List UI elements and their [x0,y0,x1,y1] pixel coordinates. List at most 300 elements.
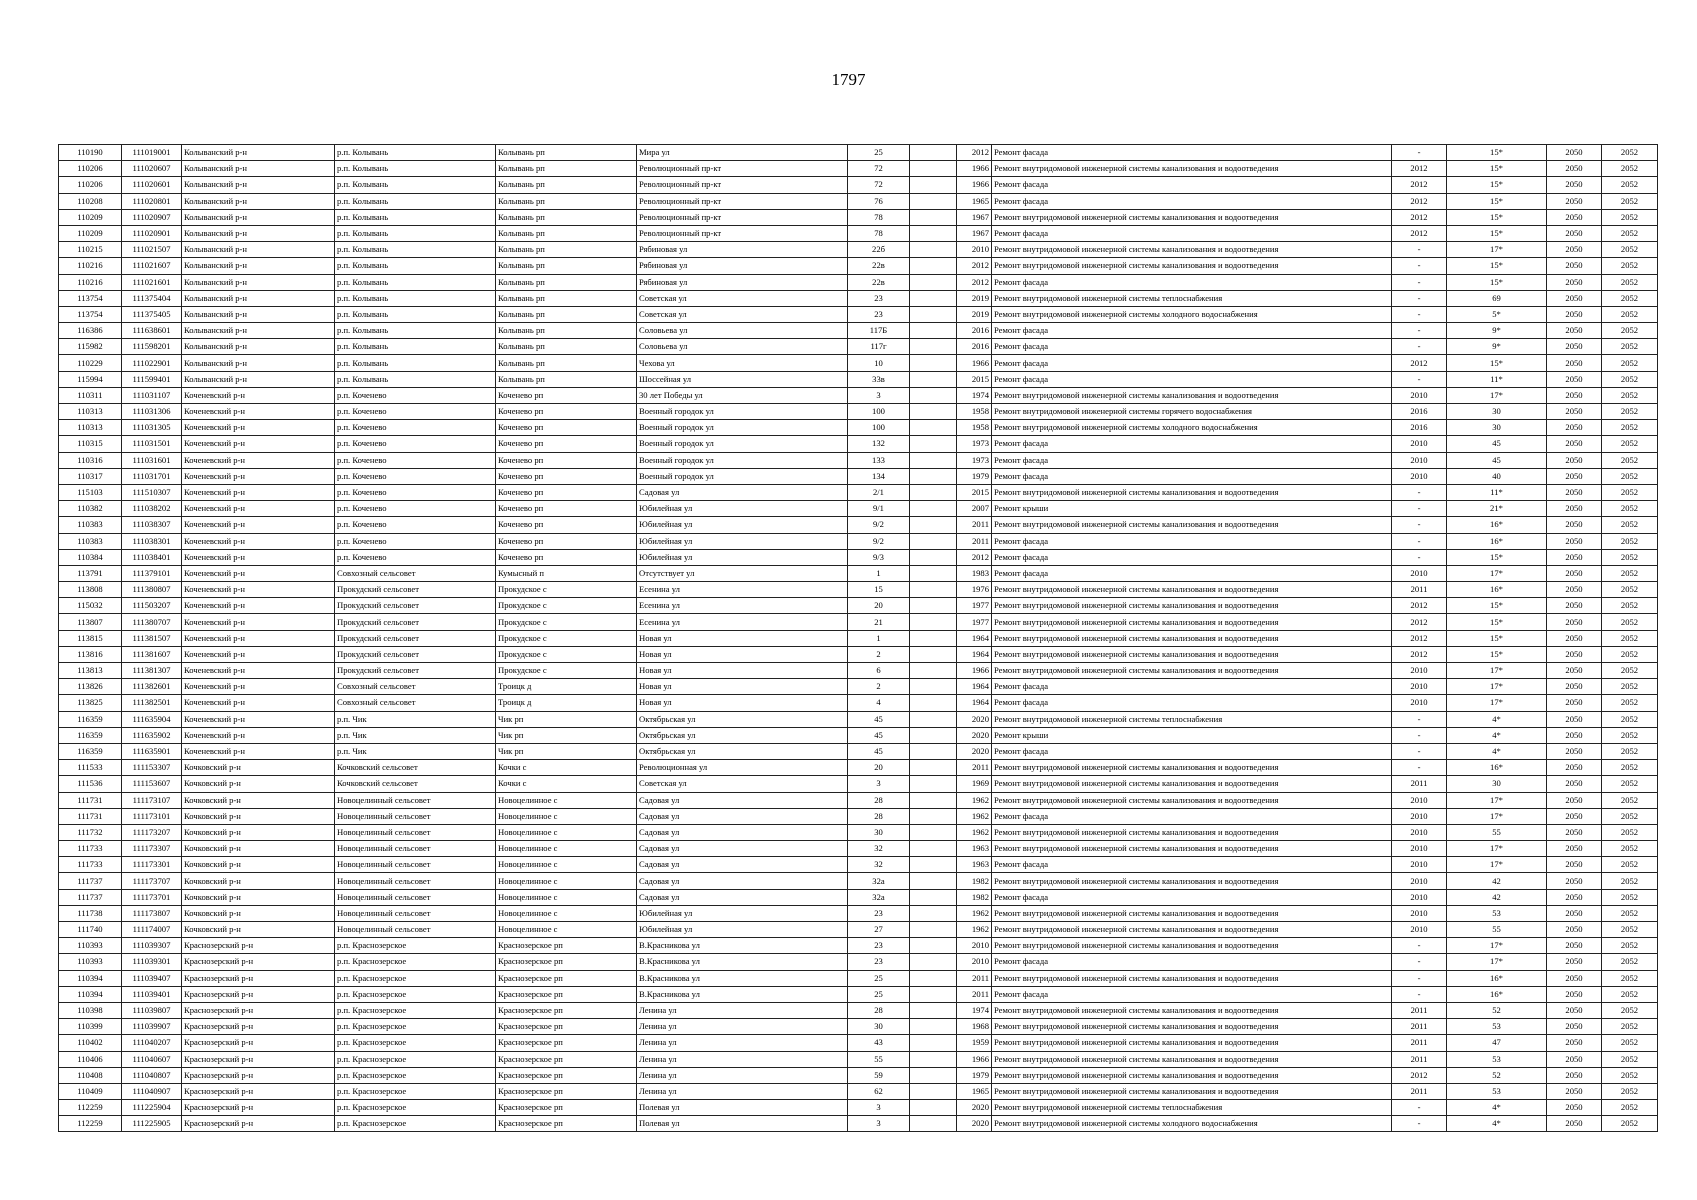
table-row [59,436,1658,452]
street-cell: Рябиновая ул [637,242,848,258]
code-cell: 111173707 [122,873,182,889]
house-id-cell: 110399 [59,1019,122,1035]
municipality-cell: р.п. Краснозерское [335,1019,496,1035]
table-row [59,484,1658,500]
last-repair-year-cell: - [1392,290,1447,306]
service-life-cell: 11* [1447,371,1547,387]
planned-start-cell: 2050 [1547,760,1602,776]
planned-start-cell: 2050 [1547,436,1602,452]
housing-cell [910,306,957,322]
planned-end-cell: 2052 [1602,274,1658,290]
service-life-cell: 15* [1447,549,1547,565]
municipality-cell: р.п. Колывань [335,209,496,225]
planned-start-cell: 2050 [1547,517,1602,533]
work-type-cell: Ремонт внутридомовой инженерной системы канализования и водоотведения [992,1019,1392,1035]
settlement-cell: Колывань рп [496,193,637,209]
code-cell: 111040607 [122,1051,182,1067]
street-cell: Новая ул [637,695,848,711]
settlement-cell: Краснозерское рп [496,1019,637,1035]
last-repair-year-cell: 2011 [1392,1051,1447,1067]
planned-start-cell: 2050 [1547,290,1602,306]
work-type-cell: Ремонт внутридомовой инженерной системы канализования и водоотведения [992,1083,1392,1099]
work-type-cell: Ремонт внутридомовой инженерной системы канализования и водоотведения [992,484,1392,500]
year-cell: 1968 [957,1019,992,1035]
work-type-cell: Ремонт фасада [992,808,1392,824]
district-cell: Коченевский р-н [182,420,335,436]
house-id-cell: 115994 [59,371,122,387]
planned-start-cell: 2050 [1547,905,1602,921]
settlement-cell: Коченево рп [496,533,637,549]
table-row [59,922,1658,938]
table-row [59,145,1658,161]
house-id-cell: 111733 [59,841,122,857]
house-id-cell: 110209 [59,209,122,225]
house-id-cell: 111737 [59,873,122,889]
work-type-cell: Ремонт фасада [992,145,1392,161]
municipality-cell: р.п. Коченево [335,420,496,436]
last-repair-year-cell: 2016 [1392,420,1447,436]
housing-cell [910,873,957,889]
service-life-cell: 15* [1447,225,1547,241]
service-life-cell: 16* [1447,970,1547,986]
house-number-cell: 132 [848,436,910,452]
planned-end-cell: 2052 [1602,1002,1658,1018]
planned-start-cell: 2050 [1547,1002,1602,1018]
settlement-cell: Троицк д [496,679,637,695]
work-type-cell: Ремонт внутридомовой инженерной системы канализования и водоотведения [992,841,1392,857]
district-cell: Кочковский р-н [182,776,335,792]
planned-start-cell: 2050 [1547,404,1602,420]
house-id-cell: 110408 [59,1067,122,1083]
work-type-cell: Ремонт внутридомовой инженерной системы канализования и водоотведения [992,776,1392,792]
housing-cell [910,824,957,840]
last-repair-year-cell: 2010 [1392,824,1447,840]
house-number-cell: 22б [848,242,910,258]
street-cell: Рябиновая ул [637,258,848,274]
code-cell: 111173807 [122,905,182,921]
district-cell: Краснозерский р-н [182,970,335,986]
house-id-cell: 113791 [59,565,122,581]
settlement-cell: Новоцелинное с [496,857,637,873]
street-cell: Октябрьская ул [637,743,848,759]
table-row [59,274,1658,290]
street-cell: Юбилейная ул [637,533,848,549]
service-life-cell: 17* [1447,792,1547,808]
table-row [59,290,1658,306]
house-number-cell: 6 [848,663,910,679]
housing-cell [910,355,957,371]
house-number-cell: 45 [848,711,910,727]
settlement-cell: Новоцелинное с [496,841,637,857]
code-cell: 111173701 [122,889,182,905]
house-id-cell: 110382 [59,501,122,517]
district-cell: Колыванский р-н [182,371,335,387]
house-number-cell: 28 [848,792,910,808]
municipality-cell: Кочковский сельсовет [335,776,496,792]
house-number-cell: 15 [848,582,910,598]
house-number-cell: 76 [848,193,910,209]
work-type-cell: Ремонт крыши [992,501,1392,517]
code-cell: 111021601 [122,274,182,290]
municipality-cell: р.п. Колывань [335,177,496,193]
settlement-cell: Краснозерское рп [496,970,637,986]
work-type-cell: Ремонт внутридомовой инженерной системы канализования и водоотведения [992,792,1392,808]
service-life-cell: 4* [1447,727,1547,743]
service-life-cell: 15* [1447,161,1547,177]
street-cell: Юбилейная ул [637,501,848,517]
service-life-cell: 30 [1447,404,1547,420]
house-id-cell: 111740 [59,922,122,938]
table-row [59,824,1658,840]
planned-start-cell: 2050 [1547,177,1602,193]
service-life-cell: 15* [1447,145,1547,161]
code-cell: 111635904 [122,711,182,727]
table-row [59,242,1658,258]
house-number-cell: 43 [848,1035,910,1051]
table-row [59,387,1658,403]
work-type-cell: Ремонт внутридомовой инженерной системы канализования и водоотведения [992,905,1392,921]
settlement-cell: Колывань рп [496,323,637,339]
year-cell: 1973 [957,452,992,468]
planned-end-cell: 2052 [1602,404,1658,420]
street-cell: Садовая ул [637,792,848,808]
district-cell: Коченевский р-н [182,484,335,500]
code-cell: 111040807 [122,1067,182,1083]
house-id-cell: 113825 [59,695,122,711]
municipality-cell: р.п. Коченево [335,468,496,484]
house-id-cell: 110311 [59,387,122,403]
last-repair-year-cell: 2011 [1392,1035,1447,1051]
settlement-cell: Коченево рп [496,452,637,468]
year-cell: 1966 [957,355,992,371]
housing-cell [910,922,957,938]
planned-start-cell: 2050 [1547,841,1602,857]
table-row [59,1035,1658,1051]
work-type-cell: Ремонт внутридомовой инженерной системы канализования и водоотведения [992,646,1392,662]
settlement-cell: Коченево рп [496,501,637,517]
settlement-cell: Прокудское с [496,630,637,646]
table-row [59,193,1658,209]
planned-start-cell: 2050 [1547,727,1602,743]
house-id-cell: 113754 [59,290,122,306]
house-id-cell: 113826 [59,679,122,695]
planned-end-cell: 2052 [1602,225,1658,241]
settlement-cell: Новоцелинное с [496,808,637,824]
street-cell: Садовая ул [637,808,848,824]
street-cell: Ленина ул [637,1083,848,1099]
house-number-cell: 100 [848,404,910,420]
housing-cell [910,161,957,177]
planned-start-cell: 2050 [1547,258,1602,274]
last-repair-year-cell: 2012 [1392,598,1447,614]
house-number-cell: 32 [848,857,910,873]
settlement-cell: Новоцелинное с [496,889,637,905]
year-cell: 2012 [957,274,992,290]
service-life-cell: 55 [1447,824,1547,840]
work-type-cell: Ремонт фасада [992,193,1392,209]
last-repair-year-cell: 2011 [1392,1083,1447,1099]
last-repair-year-cell: 2012 [1392,161,1447,177]
service-life-cell: 30 [1447,776,1547,792]
municipality-cell: Новоцелинный сельсовет [335,824,496,840]
housing-cell [910,242,957,258]
settlement-cell: Чик рп [496,727,637,743]
housing-cell [910,646,957,662]
table-row [59,452,1658,468]
last-repair-year-cell: 2012 [1392,177,1447,193]
planned-end-cell: 2052 [1602,242,1658,258]
settlement-cell: Краснозерское рп [496,1002,637,1018]
last-repair-year-cell: - [1392,484,1447,500]
house-number-cell: 62 [848,1083,910,1099]
street-cell: 30 лет Победы ул [637,387,848,403]
year-cell: 2011 [957,517,992,533]
street-cell: Ленина ул [637,1035,848,1051]
district-cell: Колыванский р-н [182,145,335,161]
settlement-cell: Коченево рп [496,484,637,500]
work-type-cell: Ремонт внутридомовой инженерной системы канализования и водоотведения [992,760,1392,776]
house-id-cell: 110316 [59,452,122,468]
planned-end-cell: 2052 [1602,1116,1658,1132]
municipality-cell: р.п. Колывань [335,274,496,290]
planned-start-cell: 2050 [1547,614,1602,630]
housing-cell [910,938,957,954]
last-repair-year-cell: - [1392,371,1447,387]
house-id-cell: 112259 [59,1100,122,1116]
house-id-cell: 110206 [59,177,122,193]
planned-end-cell: 2052 [1602,938,1658,954]
planned-start-cell: 2050 [1547,274,1602,290]
table-row [59,1002,1658,1018]
house-number-cell: 2/1 [848,484,910,500]
street-cell: Военный городок ул [637,452,848,468]
last-repair-year-cell: 2010 [1392,841,1447,857]
year-cell: 1962 [957,905,992,921]
housing-cell [910,258,957,274]
house-number-cell: 25 [848,970,910,986]
code-cell: 111038301 [122,533,182,549]
municipality-cell: р.п. Коченево [335,484,496,500]
settlement-cell: Новоцелинное с [496,792,637,808]
last-repair-year-cell: 2010 [1392,679,1447,695]
street-cell: Советская ул [637,776,848,792]
code-cell: 111635901 [122,743,182,759]
house-number-cell: 117г [848,339,910,355]
year-cell: 2019 [957,290,992,306]
settlement-cell: Новоцелинное с [496,873,637,889]
street-cell: Соловьева ул [637,323,848,339]
house-number-cell: 1 [848,565,910,581]
district-cell: Коченевский р-н [182,614,335,630]
year-cell: 1963 [957,857,992,873]
code-cell: 111039907 [122,1019,182,1035]
last-repair-year-cell: 2011 [1392,1019,1447,1035]
district-cell: Коченевский р-н [182,727,335,743]
street-cell: Военный городок ул [637,420,848,436]
service-life-cell: 17* [1447,938,1547,954]
planned-start-cell: 2050 [1547,970,1602,986]
settlement-cell: Колывань рп [496,371,637,387]
code-cell: 111031501 [122,436,182,452]
code-cell: 111038401 [122,549,182,565]
street-cell: Революционная ул [637,760,848,776]
last-repair-year-cell: - [1392,727,1447,743]
last-repair-year-cell: 2012 [1392,209,1447,225]
house-id-cell: 113813 [59,663,122,679]
year-cell: 1966 [957,663,992,679]
municipality-cell: Совхозный сельсовет [335,679,496,695]
municipality-cell: Кочковский сельсовет [335,760,496,776]
year-cell: 2020 [957,1116,992,1132]
house-number-cell: 9/1 [848,501,910,517]
district-cell: Кочковский р-н [182,857,335,873]
municipality-cell: р.п. Колывань [335,371,496,387]
code-cell: 111638601 [122,323,182,339]
year-cell: 1962 [957,922,992,938]
year-cell: 1974 [957,1002,992,1018]
settlement-cell: Краснозерское рп [496,1067,637,1083]
house-number-cell: 72 [848,177,910,193]
street-cell: Отсутствует ул [637,565,848,581]
last-repair-year-cell: 2012 [1392,355,1447,371]
street-cell: В.Красникова ул [637,954,848,970]
year-cell: 2016 [957,339,992,355]
table-row [59,209,1658,225]
house-number-cell: 22в [848,274,910,290]
table-row [59,582,1658,598]
settlement-cell: Прокудское с [496,614,637,630]
street-cell: Шоссейная ул [637,371,848,387]
service-life-cell: 53 [1447,1051,1547,1067]
year-cell: 2012 [957,145,992,161]
district-cell: Кочковский р-н [182,841,335,857]
house-number-cell: 78 [848,225,910,241]
municipality-cell: Новоцелинный сельсовет [335,857,496,873]
service-life-cell: 16* [1447,533,1547,549]
municipality-cell: Новоцелинный сельсовет [335,922,496,938]
house-id-cell: 110402 [59,1035,122,1051]
district-cell: Колыванский р-н [182,209,335,225]
house-id-cell: 110398 [59,1002,122,1018]
work-type-cell: Ремонт внутридомовой инженерной системы канализования и водоотведения [992,938,1392,954]
municipality-cell: р.п. Коченево [335,452,496,468]
settlement-cell: Краснозерское рп [496,1051,637,1067]
settlement-cell: Коченево рп [496,517,637,533]
house-number-cell: 3 [848,1116,910,1132]
house-id-cell: 111738 [59,905,122,921]
year-cell: 2010 [957,954,992,970]
planned-end-cell: 2052 [1602,922,1658,938]
settlement-cell: Кочки с [496,776,637,792]
municipality-cell: р.п. Колывань [335,193,496,209]
year-cell: 1965 [957,193,992,209]
municipality-cell: р.п. Краснозерское [335,1051,496,1067]
last-repair-year-cell: - [1392,1116,1447,1132]
street-cell: Соловьева ул [637,339,848,355]
housing-cell [910,209,957,225]
work-type-cell: Ремонт внутридомовой инженерной системы канализования и водоотведения [992,630,1392,646]
table-row [59,986,1658,1002]
housing-cell [910,695,957,711]
house-id-cell: 110209 [59,225,122,241]
house-number-cell: 59 [848,1067,910,1083]
house-id-cell: 110317 [59,468,122,484]
planned-end-cell: 2052 [1602,873,1658,889]
table-row [59,970,1658,986]
house-id-cell: 111732 [59,824,122,840]
housing-cell [910,387,957,403]
planned-end-cell: 2052 [1602,290,1658,306]
table-row [59,760,1658,776]
district-cell: Коченевский р-н [182,565,335,581]
housing-cell [910,1083,957,1099]
house-id-cell: 110383 [59,533,122,549]
housing-cell [910,468,957,484]
street-cell: Ленина ул [637,1067,848,1083]
work-type-cell: Ремонт внутридомовой инженерной системы канализования и водоотведения [992,258,1392,274]
street-cell: Мира ул [637,145,848,161]
settlement-cell: Коченево рп [496,549,637,565]
last-repair-year-cell: - [1392,258,1447,274]
planned-start-cell: 2050 [1547,371,1602,387]
work-type-cell: Ремонт внутридомовой инженерной системы канализования и водоотведения [992,1002,1392,1018]
last-repair-year-cell: - [1392,549,1447,565]
house-id-cell: 116359 [59,711,122,727]
planned-start-cell: 2050 [1547,711,1602,727]
planned-end-cell: 2052 [1602,792,1658,808]
housing-cell [910,339,957,355]
settlement-cell: Троицк д [496,695,637,711]
table-row [59,889,1658,905]
house-number-cell: 23 [848,905,910,921]
planned-start-cell: 2050 [1547,857,1602,873]
house-id-cell: 113754 [59,306,122,322]
year-cell: 1979 [957,468,992,484]
house-id-cell: 110216 [59,274,122,290]
street-cell: Садовая ул [637,857,848,873]
last-repair-year-cell: - [1392,145,1447,161]
street-cell: В.Красникова ул [637,986,848,1002]
code-cell: 111040907 [122,1083,182,1099]
work-type-cell: Ремонт внутридомовой инженерной системы канализования и водоотведения [992,1067,1392,1083]
work-type-cell: Ремонт внутридомовой инженерной системы канализования и водоотведения [992,1035,1392,1051]
district-cell: Кочковский р-н [182,922,335,938]
planned-end-cell: 2052 [1602,711,1658,727]
house-id-cell: 110393 [59,954,122,970]
municipality-cell: р.п. Колывань [335,225,496,241]
municipality-cell: р.п. Колывань [335,355,496,371]
table-row [59,420,1658,436]
settlement-cell: Колывань рп [496,161,637,177]
planned-start-cell: 2050 [1547,808,1602,824]
street-cell: Ленина ул [637,1002,848,1018]
service-life-cell: 16* [1447,986,1547,1002]
housing-cell [910,760,957,776]
house-number-cell: 9/3 [848,549,910,565]
year-cell: 2007 [957,501,992,517]
house-id-cell: 110406 [59,1051,122,1067]
housing-cell [910,1067,957,1083]
municipality-cell: Прокудский сельсовет [335,614,496,630]
street-cell: Октябрьская ул [637,727,848,743]
service-life-cell: 4* [1447,1116,1547,1132]
municipality-cell: р.п. Чик [335,727,496,743]
district-cell: Коченевский р-н [182,387,335,403]
municipality-cell: Новоцелинный сельсовет [335,792,496,808]
last-repair-year-cell: - [1392,533,1447,549]
table-row [59,598,1658,614]
work-type-cell: Ремонт фасада [992,323,1392,339]
